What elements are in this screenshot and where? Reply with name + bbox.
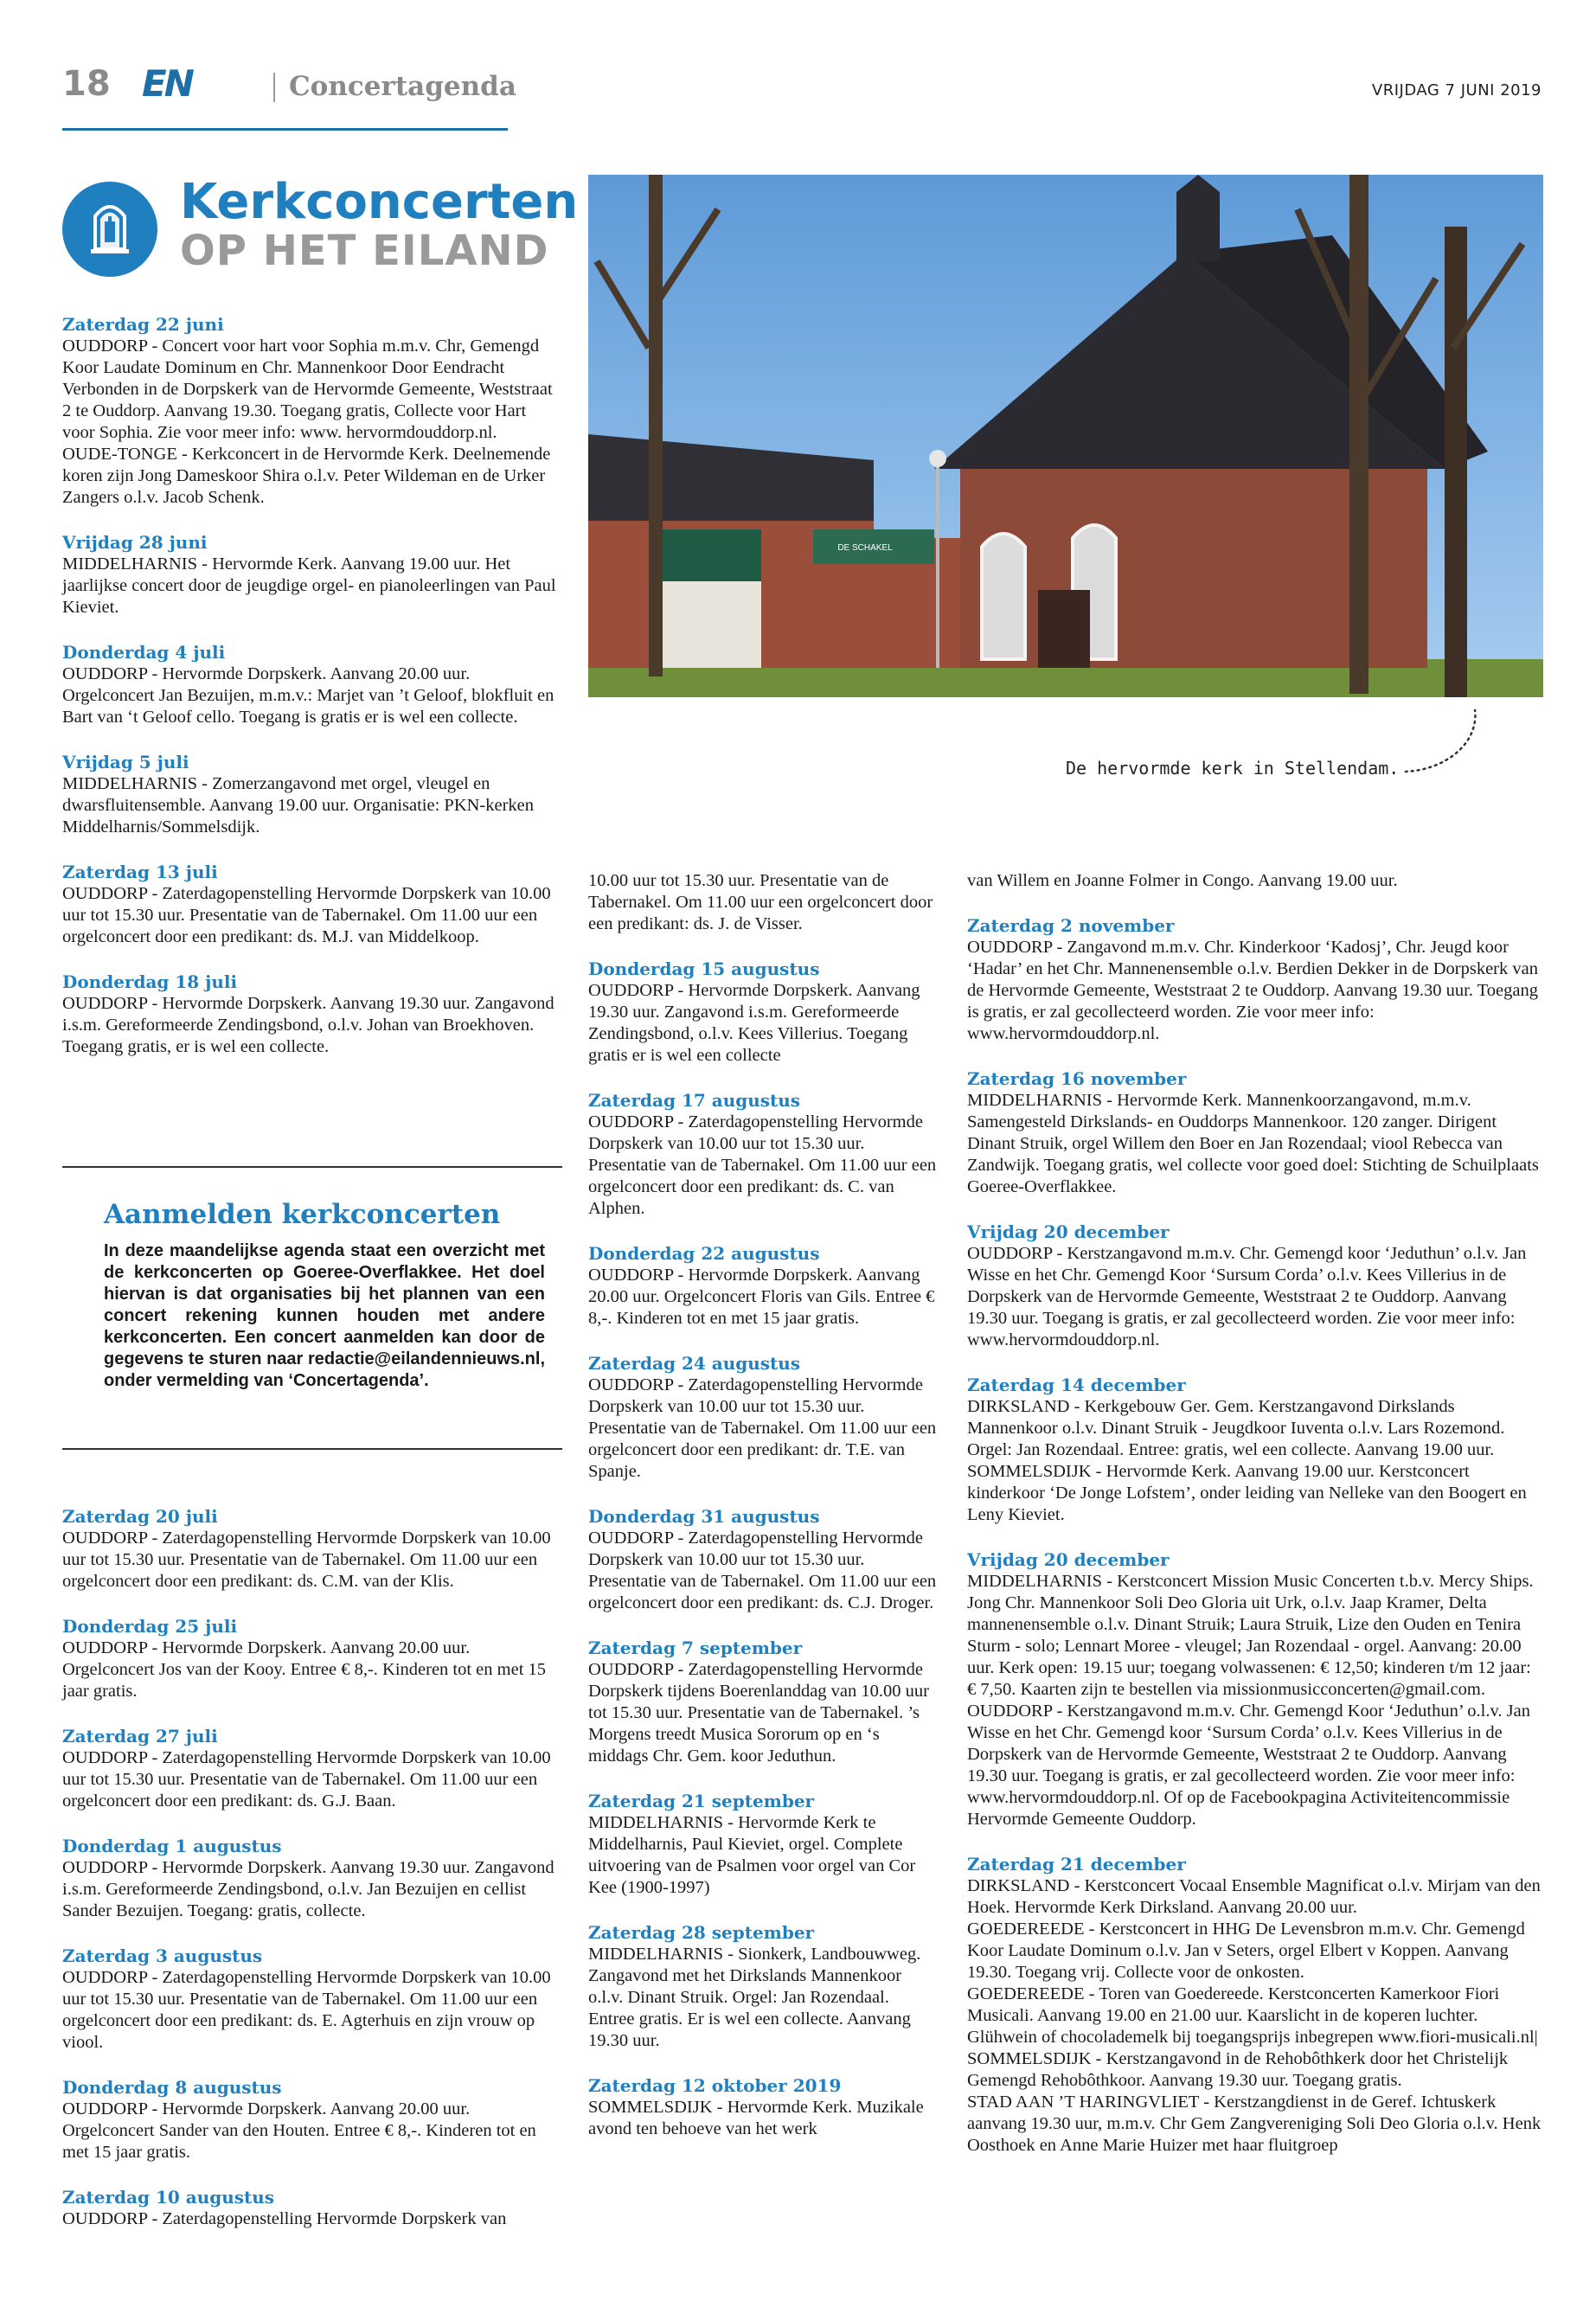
agenda-entry-text: OUDDORP - Zaterdagopenstelling Hervormde Dorpskerk van 10.00 uur tot 15.30 uur. Presentatie van de Tabernakel. Om 11.00 uur een orgelconcert door een predikant: ds. G.J. Baan. [62,1748,551,1811]
agenda-entry [588,1921,939,2052]
header-rule [62,128,508,131]
agenda-entry-text: van Willem en Joanne Folmer in Congo. Aanvang 19.00 uur. [967,871,1398,890]
agenda-entry [588,870,939,935]
issue-date: VRIJDAG 7 JUNI 2019 [1371,81,1542,99]
agenda-entry-date: Zaterdag 13 juli [62,862,218,882]
agenda-entry-text: MIDDELHARNIS - Hervormde Kerk te Middelharnis, Paul Kieviet, orgel. Complete uitvoering van de Psalmen voor orgel van Cor Kee (1900-1997) [588,1813,916,1897]
agenda-entry [62,751,562,838]
agenda-entry-text: OUDDORP - Hervormde Dorpskerk. Aanvang 20.00 uur. Orgelconcert Floris van Gils. Entree € 8,-. Kinderen tot en met 15 jaar gratis. [588,1266,935,1328]
agenda-entry-date: Zaterdag 22 juni [62,314,224,335]
agenda-entry-text: OUDDORP - Hervormde Dorpskerk. Aanvang 19.30 uur. Zangavond i.s.m. Gereformeerde Zendingsbond, o.l.v. Kees Villerius. Toegang gratis er is wel een collecte [588,981,920,1065]
agenda-column-1 [62,313,562,1080]
agenda-entry-text: OUDDORP - Zaterdagopenstelling Hervormde Dorpskerk tijdens Boerenlanddag van 10.00 uur tot 15.30 uur. Presentatie van de Tabernakel. ’s Morgens treedt Musica Sororum op en ‘s middags Chr. Gem. koor Jeduthun. [588,1660,929,1766]
agenda-entry-text: MIDDELHARNIS - Hervormde Kerk. Aanvang 19.00 uur. Het jaarlijkse concert door de jeugdige orgel- en pianoleerlingen van Paul Kieviet. [62,554,556,617]
announcement-title: Aanmelden kerkconcerten [104,1199,501,1230]
agenda-entry [588,1089,939,1220]
agenda-column-3 [967,870,1543,2179]
agenda-entry-text: DIRKSLAND - Kerstconcert Vocaal Ensemble Magnificat o.l.v. Mirjam van den Hoek. Hervormde Kerk Dirksland. Aanvang 20.00 uur. GOEDEREEDE - Kerstconcert in HHG De Levensbron m.m.v. Chr. Gemengd Koor Laudate Dominum o.l.v. Jan v Seters, orgel Elbert v Koppen. Aanvang 19.30. Toegang vrij. Collecte voor de onkosten. GOEDEREEDE - Toren van Goedereede. Kerstconcerten Kamerkoor Fiori Musicali. Aanvang 19.00 en 21.00 uur. Kaarslicht in de koperen luchter. Glühwein of chocolademelk bij toegangsprijs inbegrepen www.fiori-musicali.nl| SOMMELSDIJK - Kerstzangavond in de Rehobôthkerk door het Christelijk Gemengd Rehobôthkoor. Aanvang 19.30 uur. Toegang gratis. STAD AAN ’T HARINGVLIET - Kerstzangdienst in de Geref. Ichtuskerk aanvang 19.30 uur, m.m.v. Chr Gem Zangvereniging Soli Deo Gloria o.l.v. Henk Oosthoek en Anne Marie Huizer met haar fluitgroep [967,1876,1542,2155]
building-sign: DE SCHAKEL [837,543,893,553]
agenda-entry-text: OUDDORP - Hervormde Dorpskerk. Aanvang 20.00 uur. Orgelconcert Jos van der Kooy. Entree € 8,-. Kinderen tot en met 15 jaar gratis. [62,1638,547,1701]
agenda-entry-date: Zaterdag 3 augustus [62,1945,263,1966]
agenda-entry-date: Zaterdag 16 november [967,1068,1187,1089]
caption-arrow-icon [1401,709,1479,779]
agenda-entry [62,313,562,509]
agenda-entry-date: Vrijdag 20 december [967,1221,1170,1242]
agenda-entry [62,531,562,619]
agenda-entry-date: Donderdag 8 augustus [62,2077,282,2098]
agenda-entry-date: Zaterdag 20 juli [62,1506,218,1527]
announcement-box [62,1166,562,1450]
agenda-entry [588,1790,939,1899]
agenda-entry [62,2076,562,2163]
agenda-entry [62,1945,562,2054]
agenda-entry-text: OUDDORP - Zaterdagopenstelling Hervormde Dorpskerk van 10.00 uur tot 15.30 uur. Presentatie van de Tabernakel. Om 11.00 uur een orgelconcert door een predikant: ds. E. Agterhuis en zijn vrouw op viool. [62,1968,551,2052]
agenda-entry [967,1221,1543,1351]
agenda-entry [588,1242,939,1330]
agenda-entry [967,1853,1543,2157]
agenda-entry [62,641,562,728]
agenda-entry-text: MIDDELHARNIS - Sionkerk, Landbouwweg. Zangavond met het Dirkslands Mannenkoor o.l.v. Dinant Struik. Orgel: Jan Rozendaal. Entree gratis. Er is wel een collecte. Aanvang 19.30 uur. [588,1945,921,2050]
agenda-entry [62,2186,562,2230]
agenda-entry-text: OUDDORP - Zaterdagopenstelling Hervormde Dorpskerk van 10.00 uur tot 15.30 uur. Presentatie van de Tabernakel. Om 11.00 uur een orgelconcert door een predikant: ds. C. van Alphen. [588,1112,937,1218]
agenda-entry-date: Zaterdag 14 december [967,1375,1186,1395]
brand-logo: EN [142,62,192,105]
agenda-entry-text: MIDDELHARNIS - Kerstconcert Mission Music Concerten t.b.v. Mercy Ships. Jong Chr. Mannenkoor Soli Deo Gloria uit Urk, o.l.v. Jaap Kramer, Delta mannenensemble o.l.v. Dinant Struik; Laura Struik, Lize den Ouden en Tenira Sturm - solo; Lennart Moree - vleugel; Jan Rozendaal - orgel. Aanvang: 20.00 uur. Kerk open: 19.15 uur; toegang volwassenen: € 12,50; kinderen t/m 12 jaar: € 7,50. Kaarten zijn te bestellen via missionmusicconcerten@gmail.com. OUDDORP - Kerstzangavond m.m.v. Chr. Gemengd Koor ‘Jeduthun’ o.l.v. Jan Wisse en het Chr. Gemengd koor ‘Sursum Corda’ o.l.v. Kees Villerius in de Dorpskerk van de Hervormde Gemeente, Weststraat 2 te Ouddorp. Aanvang 19.30 uur. Toegang is gratis, er zal gecollecteerd worden. Zie voor meer info: www.hervormdouddorp.nl. Of op de Facebookpagina Activiteitencommissie Hervormde Gemeente Ouddorp. [967,1572,1534,1829]
section-title: Concertagenda [289,71,516,102]
agenda-entry-text: OUDDORP - Zangavond m.m.v. Chr. Kinderkoor ‘Kadosj’, Chr. Jeugd koor ‘Hadar’ en het Chr. Mannenensemble o.l.v. Berdien Dekker in de Dorpskerk van de Hervormde Gemeente, Weststraat 2 te Ouddorp. Aanvang 19.30 uur. Toegang is gratis, er zal gecollecteerd worden. Zie voor meer info: www.hervormdouddorp.nl. [967,938,1538,1043]
agenda-entry [967,1548,1543,1830]
church-photo [588,175,1543,697]
agenda-entry-text: OUDDORP - Zaterdagopenstelling Hervormde Dorpskerk van 10.00 uur tot 15.30 uur. Presentatie van de Tabernakel. Om 11.00 uur een orgelconcert door een predikant: dr. T.E. van Spanje. [588,1375,937,1481]
agenda-entry [967,870,1543,892]
agenda-entry-text: OUDDORP - Zaterdagopenstelling Hervormde Dorpskerk van 10.00 uur tot 15.30 uur. Presentatie van de Tabernakel. Om 11.00 uur een orgelconcert door een predikant: ds. C.M. van der Klis. [62,1529,551,1591]
agenda-entry-date: Zaterdag 24 augustus [588,1353,801,1374]
agenda-entry [62,1725,562,1812]
agenda-entry [967,1067,1543,1198]
agenda-entry-date: Vrijdag 28 juni [62,532,208,553]
feature-title: Kerkconcerten [180,174,579,230]
agenda-entry-text: OUDDORP - Zaterdagopenstelling Hervormde Dorpskerk van [62,2209,507,2228]
agenda-entry [967,914,1543,1045]
page-number: 18 [62,64,111,104]
agenda-entry [588,958,939,1067]
agenda-entry-date: Zaterdag 7 september [588,1638,803,1658]
agenda-entry-date: Zaterdag 2 november [967,915,1175,936]
agenda-entry-date: Vrijdag 20 december [967,1549,1170,1570]
photo-caption: De hervormde kerk in Stellendam. [1066,758,1400,779]
agenda-column-2 [588,870,939,2163]
agenda-entry [62,971,562,1058]
agenda-entry-text: OUDDORP - Hervormde Dorpskerk. Aanvang 19.30 uur. Zangavond i.s.m. Gereformeerde Zendingsbond, o.l.v. Johan van Broekhoven. Toegang gratis, er is wel een collecte. [62,994,554,1056]
agenda-entry-text: OUDDORP - Hervormde Dorpskerk. Aanvang 20.00 uur. Orgelconcert Sander van den Houten. Entree € 8,-. Kinderen tot en met 15 jaar gratis. [62,2099,536,2162]
agenda-entry [588,1352,939,1483]
agenda-entry [588,2074,939,2140]
agenda-entry-text: OUDDORP - Concert voor hart voor Sophia m.m.v. Chr, Gemengd Koor Laudate Dominum en Chr. Mannenkoor Door Eendracht Verbonden in de Dorpskerk van de Hervormde Gemeente, Weststraat 2 te Ouddorp. Aanvang 19.30. Toegang gratis, Collecte voor Hart voor Sophia. Zie voor meer info: www. hervormdouddorp.nl. OUDE-TONGE - Kerkconcert in de Hervormde Kerk. Deelnemende koren zijn Jong Dameskoor Shira o.l.v. Peter Wildeman en de Urker Zangers o.l.v. Jacob Schenk. [62,336,553,507]
agenda-entry-text: OUDDORP - Hervormde Dorpskerk. Aanvang 20.00 uur. Orgelconcert Jan Bezuijen, m.m.v.: Marjet van ’t Geloof, blokfluit en Bart van ‘t Geloof cello. Toegang is gratis er is wel een collecte. [62,664,554,727]
agenda-entry [967,1374,1543,1526]
church-window-icon [62,182,157,277]
agenda-entry [588,1637,939,1767]
header-separator [273,73,275,102]
agenda-entry [62,861,562,948]
agenda-entry-text: DIRKSLAND - Kerkgebouw Ger. Gem. Kerstzangavond Dirkslands Mannenkoor o.l.v. Dinant Struik - Jeugdkoor Iuventa o.l.v. Lars Rozemond. Orgel: Jan Rozendaal. Entree: gratis, wel een collecte. Aanvang 19.00 uur. SOMMELSDIJK - Hervormde Kerk. Aanvang 19.00 uur. Kerstconcert kinderkoor ‘De Jonge Lofstem’, onder leiding van Nelleke van den Boogert en Leny Kieviet. [967,1397,1527,1524]
agenda-entry-date: Donderdag 22 augustus [588,1243,820,1264]
feature-subtitle: OP HET EILAND [180,227,549,275]
announcement-text: In deze maandelijkse agenda staat een overzicht met de kerkconcerten op Goeree-Overflakkee. Het doel hiervan is dat organisaties bij het plannen van een concert rekening kunnen houden met andere kerkconcerten. Een concert aanmelden kan door de gegevens te sturen naar redactie@eilandennieuws.nl, onder vermelding van ‘Concertagenda’. [104,1241,545,1390]
agenda-entry-date: Donderdag 31 augustus [588,1506,820,1527]
agenda-entry-date: Donderdag 18 juli [62,971,238,992]
agenda-entry-date: Donderdag 15 augustus [588,958,820,979]
agenda-entry-text: MIDDELHARNIS - Hervormde Kerk. Mannenkoorzangavond, m.m.v. Samengesteld Dirkslands- en Ouddorps Mannenkoor. 120 zanger. Dirigent Dinant Struik, orgel Willem den Boer en Jan Rozendaal; viool Rebecca van Zandwijk. Toegang gratis, wel collecte voor goed doel: Stichting de Schuilplaats Goeree-Overflakkee. [967,1091,1539,1196]
agenda-entry-date: Zaterdag 28 september [588,1922,815,1943]
agenda-entry-text: 10.00 uur tot 15.30 uur. Presentatie van de Tabernakel. Om 11.00 uur een orgelconcert door een predikant: ds. J. de Visser. [588,871,933,933]
agenda-entry [62,1505,562,1593]
agenda-entry-text: OUDDORP - Zaterdagopenstelling Hervormde Dorpskerk van 10.00 uur tot 15.30 uur. Presentatie van de Tabernakel. Om 11.00 uur een orgelconcert door een predikant: ds. C.J. Droger. [588,1529,937,1612]
agenda-entry-date: Zaterdag 27 juli [62,1726,218,1747]
agenda-entry [62,1835,562,1922]
agenda-column-1-bottom [62,1505,562,2253]
agenda-entry-date: Donderdag 4 juli [62,642,226,663]
agenda-entry-date: Zaterdag 12 oktober 2019 [588,2075,842,2096]
agenda-entry-text: OUDDORP - Zaterdagopenstelling Hervormde Dorpskerk van 10.00 uur tot 15.30 uur. Presentatie van de Tabernakel. Om 11.00 uur een orgelconcert door een predikant: ds. M.J. van Middelkoop. [62,884,551,946]
page-header [62,61,1542,112]
agenda-entry-text: OUDDORP - Hervormde Dorpskerk. Aanvang 19.30 uur. Zangavond i.s.m. Gereformeerde Zendingsbond, o.l.v. Jan Bezuijen en cellist Sander Bezuijen. Toegang: gratis, collecte. [62,1858,554,1920]
agenda-entry-date: Donderdag 25 juli [62,1616,238,1637]
agenda-entry-date: Zaterdag 10 augustus [62,2187,275,2208]
agenda-entry-date: Zaterdag 21 september [588,1791,815,1811]
agenda-entry-text: OUDDORP - Kerstzangavond m.m.v. Chr. Gemengd koor ‘Jeduthun’ o.l.v. Jan Wisse en het Chr. Gemengd Koor ‘Sursum Corda’ o.l.v. Kees Villerius in de Dorpskerk van de Hervormde Gemeente, Weststraat 2 te Ouddorp. Aanvang 19.30 uur. Toegang is gratis, er zal gecollecteerd worden. Zie voor meer info: www.hervormdouddorp.nl. [967,1244,1527,1349]
agenda-entry-text: MIDDELHARNIS - Zomerzangavond met orgel, vleugel en dwarsfluitensemble. Aanvang 19.00 uur. Organisatie: PKN-kerken Middelharnis/Sommelsdijk. [62,774,535,836]
agenda-entry [62,1615,562,1702]
agenda-entry [588,1505,939,1614]
agenda-entry-date: Zaterdag 21 december [967,1854,1186,1875]
agenda-entry-date: Vrijdag 5 juli [62,752,189,772]
agenda-entry-date: Zaterdag 17 augustus [588,1090,801,1111]
agenda-entry-date: Donderdag 1 augustus [62,1836,282,1856]
agenda-entry-text: SOMMELSDIJK - Hervormde Kerk. Muzikale avond ten behoeve van het werk [588,2098,924,2138]
